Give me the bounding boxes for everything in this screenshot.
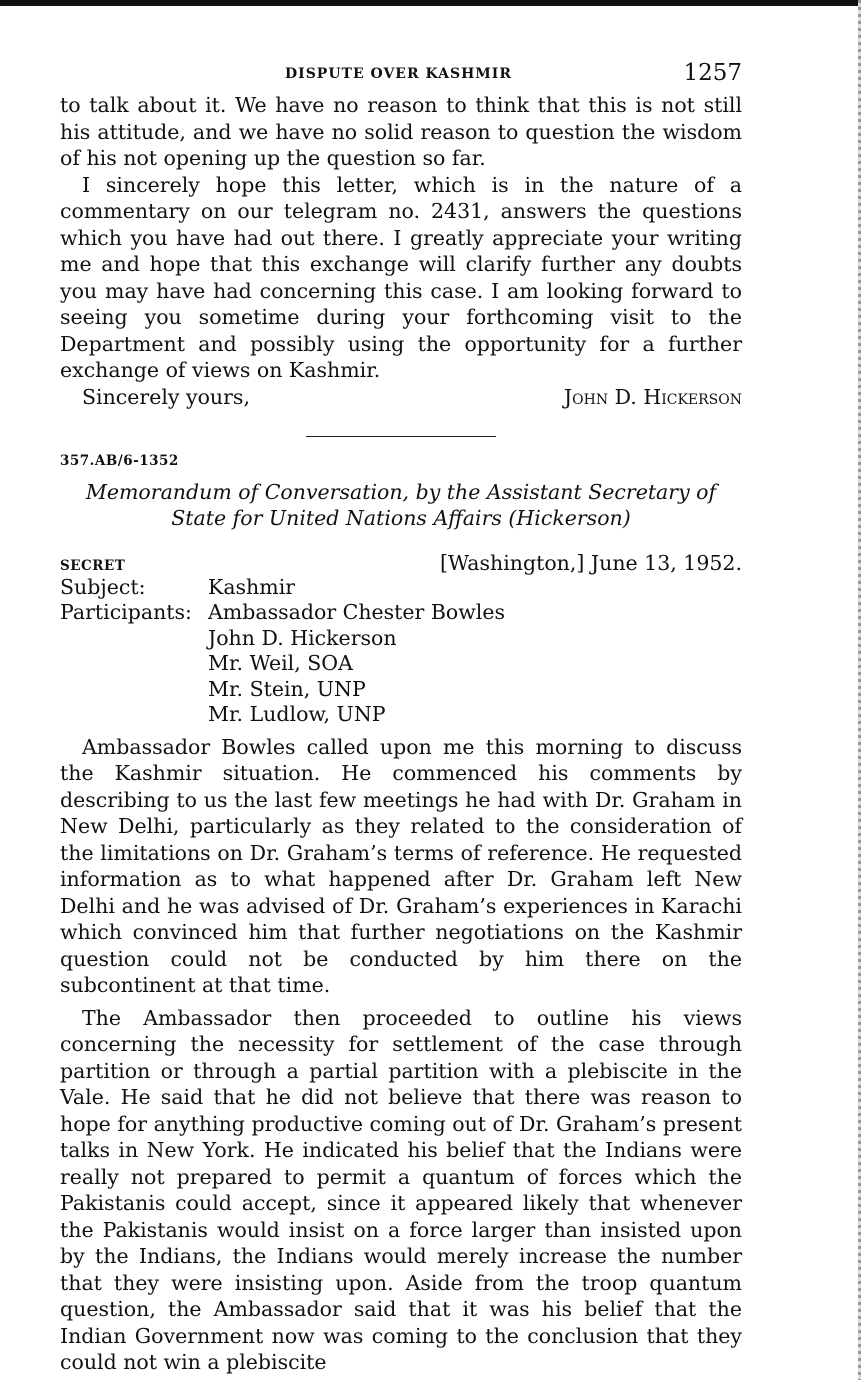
classification-label: SECRET: [60, 557, 126, 574]
participants-row: [60, 600, 742, 728]
dateline: [Washington,] June 13, 1952.: [439, 550, 742, 575]
file-reference: 357.AB/6-1352: [60, 452, 179, 469]
subject-row: [60, 575, 742, 601]
signature: John D. Hickerson: [563, 384, 742, 409]
subject-value: Kashmir: [208, 574, 296, 599]
participant: John D. Hickerson: [208, 625, 397, 650]
participant: Mr. Ludlow, UNP: [208, 702, 386, 726]
participants-list: [208, 600, 505, 728]
letter-closing-line: [60, 384, 742, 410]
classification-line: [60, 551, 742, 575]
memo-title: Memorandum of Conversation, by the Assistant Secretary of State for United Nations Affairs (Hickerson): [85, 479, 717, 530]
section-divider: [306, 436, 496, 437]
document-page: [60, 58, 742, 1376]
memo-paragraph: The Ambassador then proceeded to outline his views concerning the necessity for settlement of the case through partition or through a partial partition with a plebiscite in the Vale. He said that he did not believe that there was reason to hope for anything productive coming out of Dr. Graham’s present talks in New York. He indicated his belief that the Indians were really not prepared to permit a quantum of forces which the Pakistanis could accept, since it appeared likely that whenever the Pakistanis would insist on a force larger than insisted upon by the Indians, the Indians would merely increase the number that they were insisting upon. Aside from the troop quantum question, the Ambassador said that it was his belief that the Indian Government now was coming to the conclusion that they could not win a plebiscite: [60, 1005, 742, 1374]
participant: Ambassador Chester Bowles: [208, 600, 506, 624]
complimentary-close: Sincerely yours,: [82, 384, 250, 409]
running-title: DISPUTE OVER KASHMIR: [285, 66, 512, 82]
memo-metadata: [60, 575, 742, 728]
participant: Mr. Stein, UNP: [208, 676, 366, 701]
memo-body: [60, 734, 742, 1376]
letter-paragraph: I sincerely hope this letter, which is in the nature of a commentary on our telegram no. 2431, answers the questions which you have had out there. I greatly appreciate your writing me and hope that this exchange will clarify further any doubts you may have had concerning this case. I am looking forward to seeing you sometime during your forthcoming visit to the Department and possibly using the opportunity for a further exchange of views on Kashmir.: [60, 172, 742, 382]
page-top-edge: [0, 0, 861, 6]
running-head: [60, 58, 742, 92]
page-number: 1257: [683, 60, 742, 86]
participants-label: Participants:: [60, 600, 192, 624]
subject-label: Subject:: [60, 574, 146, 599]
participant: Mr. Weil, SOA: [208, 651, 353, 675]
letter-continuation: [60, 92, 742, 410]
memo-paragraph: Ambassador Bowles called upon me this morning to discuss the Kashmir situation. He commenced his comments by describing to us the last few meetings he had with Dr. Graham in New Delhi, particularly as they related to the consideration of the limitations on Dr. Graham’s terms of reference. He requested information as to what happened after Dr. Graham left New Delhi and he was advised of Dr. Graham’s experiences in Karachi which convinced him that further negotiations on the Kashmir question could not be conducted by him there on the subcontinent at that time.: [60, 734, 742, 997]
letter-paragraph: to talk about it. We have no reason to think that this is not still his attitude, and we have no solid reason to question the wisdom of his not opening up the question so far.: [60, 93, 742, 170]
